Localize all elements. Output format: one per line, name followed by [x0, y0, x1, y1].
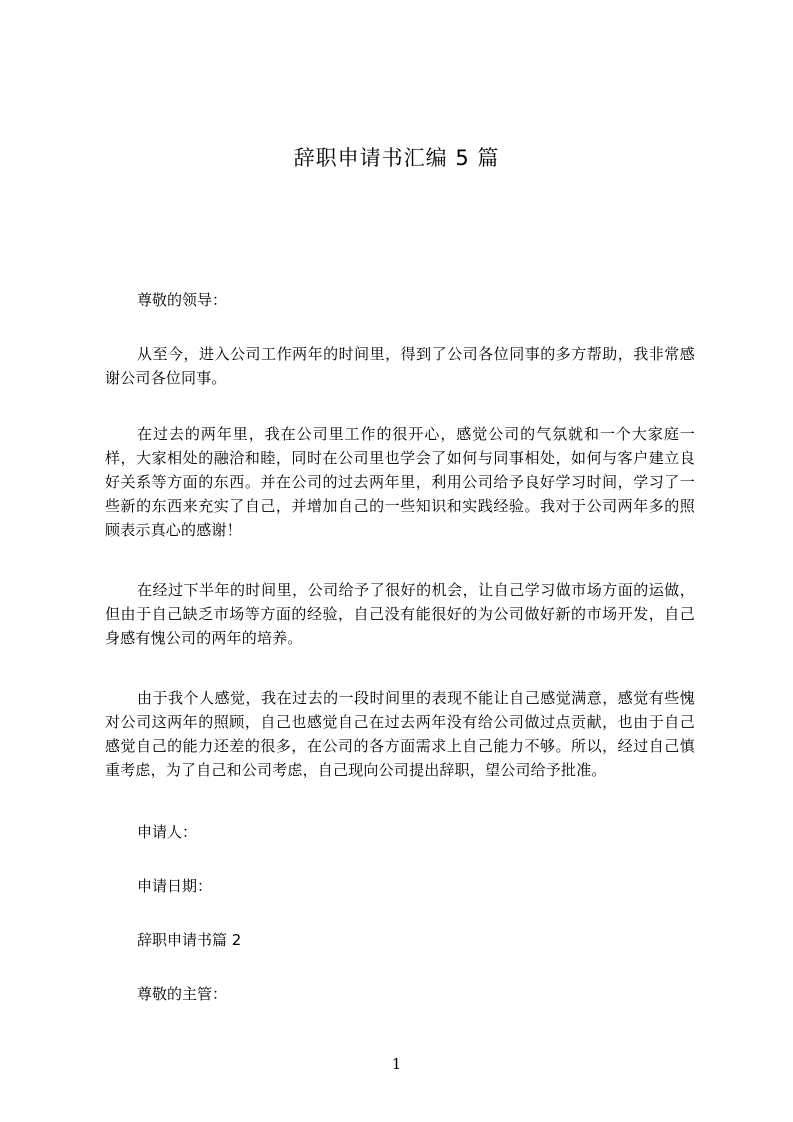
body-paragraph-4: 由于我个人感觉，我在过去的一段时间里的表现不能让自己感觉满意，感觉有些愧对公司这两年的照顾，自己也感觉自己在过去两年没有给公司做过点贡献，也由于自己感觉自己的能力还差的很多，在公司的各方面需求上自己能力不够。所以，经过自己慎重考虑，为了自己和公司考虑，自己现向公司提出辞职，望公司给予批准。: [105, 689, 695, 779]
body-paragraph-3: 在经过下半年的时间里，公司给予了很好的机会，让自己学习做市场方面的运做，但由于自己缺乏市场等方面的经验，自己没有能很好的为公司做好新的市场开发，自己身感有愧公司的两年的培养。: [105, 581, 695, 647]
section-2-heading: 辞职申请书篇 2: [137, 931, 242, 949]
salutation-2: 尊敬的主管：: [137, 985, 228, 1003]
page-number: 1: [391, 1055, 402, 1073]
salutation: 尊敬的领导：: [137, 291, 228, 309]
page-title: 辞职申请书汇编 5 篇: [293, 146, 500, 170]
body-paragraph-1: 从至今，进入公司工作两年的时间里，得到了公司各位同事的多方帮助，我非常感谢公司各位同事。: [105, 345, 695, 387]
applicant-label: 申请人：: [137, 823, 198, 841]
date-label: 申请日期：: [137, 877, 213, 895]
body-paragraph-2: 在过去的两年里，我在公司里工作的很开心，感觉公司的气氛就和一个大家庭一样，大家相处的融洽和睦，同时在公司里也学会了如何与同事相处，如何与客户建立良好关系等方面的东西。并在公司的过去两年里，利用公司给予良好学习时间，学习了一些新的东西来充实了自己，并增加自己的一些知识和实践经验。我对于公司两年多的照顾表示真心的感谢！: [105, 425, 695, 539]
